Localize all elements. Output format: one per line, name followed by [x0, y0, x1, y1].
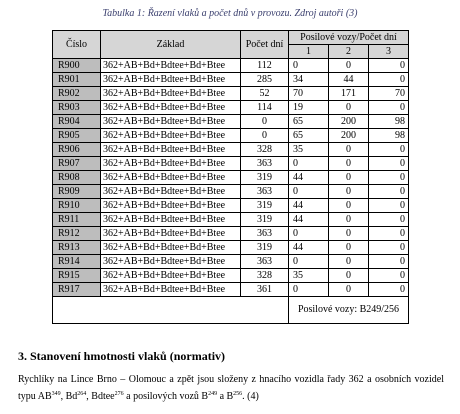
cell-pocet-dni: 319 — [241, 171, 289, 185]
cell-posilove-3: 0 — [369, 101, 409, 115]
cell-zaklad: 362+AB+Bd+Bdtee+Bd+Btee — [101, 213, 241, 227]
cell-posilove-1: 35 — [289, 143, 329, 157]
cell-posilove-1: 0 — [289, 157, 329, 171]
cell-zaklad: 362+AB+Bd+Bdtee+Bd+Btee — [101, 255, 241, 269]
cell-cislo: R913 — [53, 241, 101, 255]
cell-posilove-1: 0 — [289, 185, 329, 199]
cell-posilove-3: 0 — [369, 283, 409, 297]
cell-pocet-dni: 328 — [241, 269, 289, 283]
cell-posilove-2: 0 — [329, 255, 369, 269]
cell-posilove-3: 98 — [369, 115, 409, 129]
cell-zaklad: 362+AB+Bd+Bdtee+Bd+Btee — [101, 59, 241, 73]
cell-pocet-dni: 363 — [241, 255, 289, 269]
table-row — [53, 269, 409, 283]
cell-posilove-3: 0 — [369, 269, 409, 283]
table-row — [53, 157, 409, 171]
cell-posilove-1: 70 — [289, 87, 329, 101]
cell-posilove-2: 44 — [329, 73, 369, 87]
footer-empty-cell — [53, 297, 289, 324]
cell-zaklad: 362+AB+Bd+Bdtee+Bd+Btee — [101, 185, 241, 199]
cell-posilove-3: 0 — [369, 255, 409, 269]
cell-pocet-dni: 361 — [241, 283, 289, 297]
cell-zaklad: 362+AB+Bd+Bdtee+Bd+Btee — [101, 171, 241, 185]
cell-posilove-3: 0 — [369, 143, 409, 157]
cell-pocet-dni: 363 — [241, 185, 289, 199]
table-row — [53, 101, 409, 115]
cell-zaklad: 362+AB+Bd+Bdtee+Bd+Btee — [101, 283, 241, 297]
table-row — [53, 115, 409, 129]
para-sup-1: 349 — [51, 391, 61, 397]
cell-zaklad: 362+AB+Bd+Bdtee+Bd+Btee — [101, 101, 241, 115]
cell-posilove-3: 98 — [369, 129, 409, 143]
header-sub-2: 2 — [329, 45, 369, 59]
cell-posilove-2: 0 — [329, 283, 369, 297]
table-caption: Tabulka 1: Řazení vlaků a počet dnů v provozu. Zdroj autoři (3) — [102, 8, 358, 19]
cell-posilove-3: 70 — [369, 87, 409, 101]
cell-pocet-dni: 319 — [241, 213, 289, 227]
cell-posilove-1: 0 — [289, 283, 329, 297]
cell-posilove-2: 0 — [329, 59, 369, 73]
cell-pocet-dni: 0 — [241, 129, 289, 143]
section-paragraph — [18, 371, 444, 405]
cell-cislo: R906 — [53, 143, 101, 157]
cell-zaklad: 362+AB+Bd+Bdtee+Bd+Btee — [101, 157, 241, 171]
table-row — [53, 59, 409, 73]
cell-posilove-1: 65 — [289, 129, 329, 143]
cell-posilove-3: 0 — [369, 185, 409, 199]
header-sub-3: 3 — [369, 45, 409, 59]
cell-pocet-dni: 114 — [241, 101, 289, 115]
header-zaklad: Základ — [101, 31, 241, 59]
cell-posilove-3: 0 — [369, 227, 409, 241]
cell-zaklad: 362+AB+Bd+Bdtee+Bd+Btee — [101, 87, 241, 101]
cell-posilove-2: 0 — [329, 185, 369, 199]
cell-posilove-3: 0 — [369, 157, 409, 171]
table-row — [53, 129, 409, 143]
cell-cislo: R914 — [53, 255, 101, 269]
cell-posilove-2: 0 — [329, 213, 369, 227]
cell-pocet-dni: 285 — [241, 73, 289, 87]
cell-posilove-2: 0 — [329, 199, 369, 213]
footer-posilove: Posilové vozy: B249/256 — [289, 297, 409, 324]
para-sup-4: 249 — [208, 391, 218, 397]
cell-posilove-2: 200 — [329, 115, 369, 129]
cell-zaklad: 362+AB+Bd+Bdtee+Bd+Btee — [101, 143, 241, 157]
table-row — [53, 283, 409, 297]
cell-cislo: R909 — [53, 185, 101, 199]
cell-posilove-3: 0 — [369, 171, 409, 185]
para-text-4: a posilových vozů B — [123, 391, 209, 402]
cell-posilove-1: 0 — [289, 255, 329, 269]
cell-pocet-dni: 363 — [241, 227, 289, 241]
cell-zaklad: 362+AB+Bd+Bdtee+Bd+Btee — [101, 115, 241, 129]
cell-cislo: R917 — [53, 283, 101, 297]
para-text-1: Rychlíky na Lince Brno – Olomouc a zpět jsou složeny z hnacího vozidla řady 362 a osobních vozidel typu AB — [18, 374, 444, 402]
cell-posilove-1: 44 — [289, 241, 329, 255]
cell-cislo: R902 — [53, 87, 101, 101]
cell-zaklad: 362+AB+Bd+Bdtee+Bd+Btee — [101, 269, 241, 283]
table-row — [53, 241, 409, 255]
cell-pocet-dni: 112 — [241, 59, 289, 73]
cell-pocet-dni: 328 — [241, 143, 289, 157]
cell-cislo: R912 — [53, 227, 101, 241]
table-row — [53, 227, 409, 241]
cell-cislo: R905 — [53, 129, 101, 143]
cell-cislo: R903 — [53, 101, 101, 115]
header-cislo: Číslo — [53, 31, 101, 59]
header-posilove-vozy: Posilové vozy/Počet dní — [289, 31, 409, 45]
cell-posilove-3: 0 — [369, 59, 409, 73]
cell-posilove-3: 0 — [369, 213, 409, 227]
cell-pocet-dni: 363 — [241, 157, 289, 171]
cell-posilove-2: 0 — [329, 157, 369, 171]
table-row — [53, 171, 409, 185]
section-heading: 3. Stanovení hmotnosti vlaků (normativ) — [18, 349, 226, 363]
cell-cislo: R901 — [53, 73, 101, 87]
table-row — [53, 213, 409, 227]
table-row — [53, 199, 409, 213]
cell-cislo: R904 — [53, 115, 101, 129]
cell-cislo: R910 — [53, 199, 101, 213]
cell-cislo: R900 — [53, 59, 101, 73]
cell-posilove-2: 171 — [329, 87, 369, 101]
para-text-2: , Bd — [60, 391, 78, 402]
cell-posilove-2: 0 — [329, 143, 369, 157]
cell-posilove-2: 0 — [329, 171, 369, 185]
cell-pocet-dni: 319 — [241, 241, 289, 255]
cell-posilove-1: 65 — [289, 115, 329, 129]
cell-zaklad: 362+AB+Bd+Bdtee+Bd+Btee — [101, 73, 241, 87]
cell-zaklad: 362+AB+Bd+Bdtee+Bd+Btee — [101, 129, 241, 143]
table-row — [53, 143, 409, 157]
para-sup-2: 264 — [77, 391, 87, 397]
para-text-5: a B — [217, 391, 234, 402]
table-row — [53, 185, 409, 199]
cell-posilove-1: 0 — [289, 227, 329, 241]
para-sup-5: 256 — [233, 391, 243, 397]
cell-posilove-1: 34 — [289, 73, 329, 87]
para-sup-3: 276 — [114, 391, 124, 397]
cell-posilove-2: 0 — [329, 269, 369, 283]
cell-posilove-3: 0 — [369, 73, 409, 87]
cell-zaklad: 362+AB+Bd+Bdtee+Bd+Btee — [101, 227, 241, 241]
table-row — [53, 87, 409, 101]
cell-posilove-2: 200 — [329, 129, 369, 143]
header-sub-1: 1 — [289, 45, 329, 59]
cell-posilove-1: 44 — [289, 213, 329, 227]
train-table — [52, 30, 409, 324]
cell-posilove-1: 35 — [289, 269, 329, 283]
cell-pocet-dni: 52 — [241, 87, 289, 101]
para-text-6: . (4) — [242, 391, 259, 402]
cell-zaklad: 362+AB+Bd+Bdtee+Bd+Btee — [101, 241, 241, 255]
cell-posilove-2: 0 — [329, 227, 369, 241]
cell-pocet-dni: 0 — [241, 115, 289, 129]
cell-posilove-1: 0 — [289, 59, 329, 73]
cell-posilove-1: 44 — [289, 171, 329, 185]
cell-posilove-2: 0 — [329, 241, 369, 255]
table-row — [53, 73, 409, 87]
cell-posilove-1: 19 — [289, 101, 329, 115]
cell-posilove-2: 0 — [329, 101, 369, 115]
cell-cislo: R915 — [53, 269, 101, 283]
cell-posilove-1: 44 — [289, 199, 329, 213]
cell-zaklad: 362+AB+Bd+Bdtee+Bd+Btee — [101, 199, 241, 213]
cell-posilove-3: 0 — [369, 241, 409, 255]
cell-cislo: R907 — [53, 157, 101, 171]
cell-posilove-3: 0 — [369, 199, 409, 213]
cell-cislo: R911 — [53, 213, 101, 227]
table-row — [53, 255, 409, 269]
header-pocet-dni: Počet dní — [241, 31, 289, 59]
table-body — [53, 59, 409, 297]
para-text-3: , Bdtee — [86, 391, 115, 402]
cell-cislo: R908 — [53, 171, 101, 185]
cell-pocet-dni: 319 — [241, 199, 289, 213]
